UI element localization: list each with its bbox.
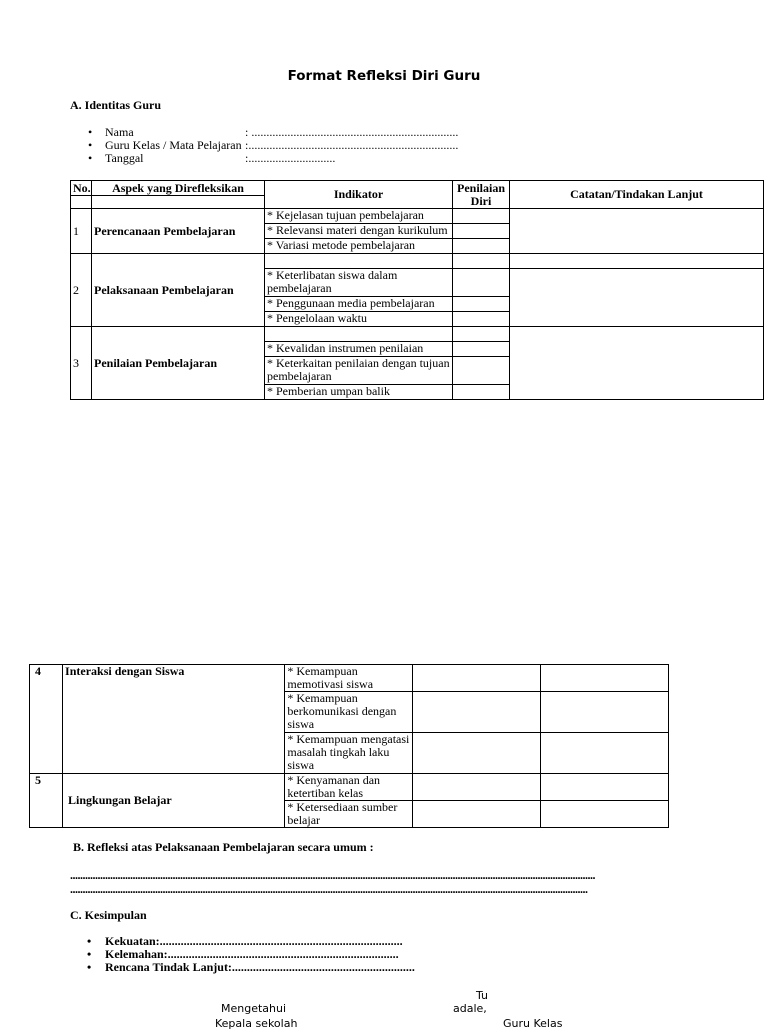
indicator-cell: * Variasi metode pembelajaran xyxy=(265,239,453,254)
penilaian-cell[interactable] xyxy=(453,297,510,312)
bullet-icon: • xyxy=(88,151,93,165)
penilaian-cell[interactable] xyxy=(453,269,510,297)
header-aspek: Aspek yang Direfleksikan xyxy=(92,181,265,196)
indicator-cell: * Relevansi materi dengan kurikulum xyxy=(265,224,453,239)
footer-tu: Tu xyxy=(476,989,489,1002)
indicator-cell: * Kenyamanan dan ketertiban kelas xyxy=(285,774,412,801)
row-2-aspek: Pelaksanaan Pembelajaran xyxy=(92,254,265,327)
indicator-cell: * Pengelolaan waktu xyxy=(265,312,453,327)
nama-field[interactable]: : ..................................................................... xyxy=(245,125,459,139)
row-3-no: 3 xyxy=(71,327,92,400)
indicator-cell: * Keterkaitan penilaian dengan tujuan pembelajaran xyxy=(265,357,453,385)
conclusion-kelemahan[interactable]: • Kelemahan:............................................................................. xyxy=(87,947,399,961)
row-1-no: 1 xyxy=(71,209,92,254)
identity-item-nama: • Nama : ..................................................................... xyxy=(88,125,459,139)
catatan-cell[interactable] xyxy=(540,692,668,733)
footer-kepala-sekolah: Kepala sekolah xyxy=(215,1017,298,1030)
row-2-no: 2 xyxy=(71,254,92,327)
penilaian-cell[interactable] xyxy=(453,327,510,342)
section-b-heading: B. Refleksi atas Pelaksanaan Pembelajaran secara umum : xyxy=(73,840,374,854)
penilaian-cell[interactable] xyxy=(453,342,510,357)
indicator-cell: * Keterlibatan siswa dalam pembelajaran xyxy=(265,269,453,297)
reflection-table-1 xyxy=(70,180,764,400)
identity-item-tanggal: • Tanggal :............................. xyxy=(88,151,336,165)
penilaian-cell[interactable] xyxy=(453,385,510,400)
penilaian-cell[interactable] xyxy=(412,774,540,801)
row-1-aspek: Perencanaan Pembelajaran xyxy=(92,209,265,254)
header-indikator: Indikator xyxy=(265,181,453,209)
penilaian-cell[interactable] xyxy=(453,357,510,385)
header-catatan: Catatan/Tindakan Lanjut xyxy=(510,181,764,209)
row-4-aspek: Interaksi dengan Siswa xyxy=(63,665,285,774)
indicator-cell: * Kevalidan instrumen penilaian xyxy=(265,342,453,357)
footer-guru-kelas: Guru Kelas xyxy=(503,1017,563,1030)
conclusion-kekuatan[interactable]: • Kekuatan:................................................................................. xyxy=(87,934,403,948)
row-5-no: 5 xyxy=(30,774,63,828)
row-4-no: 4 xyxy=(30,665,63,774)
penilaian-cell[interactable] xyxy=(453,239,510,254)
bullet-icon: • xyxy=(87,934,92,948)
penilaian-cell[interactable] xyxy=(453,224,510,239)
penilaian-cell[interactable] xyxy=(412,733,540,774)
catatan-cell[interactable] xyxy=(510,269,764,327)
guru-kelas-field[interactable]: :...................................................................... xyxy=(245,138,459,152)
identity-item-guru: • Guru Kelas / Mata Pelajaran :...................................................................... xyxy=(88,138,459,152)
indicator-cell: * Kemampuan berkomunikasi dengan siswa xyxy=(285,692,412,733)
catatan-cell[interactable] xyxy=(540,774,668,801)
penilaian-cell[interactable] xyxy=(453,312,510,327)
identity-list xyxy=(88,126,508,165)
section-a-heading: A. Identitas Guru xyxy=(70,98,162,112)
penilaian-cell[interactable] xyxy=(453,209,510,224)
catatan-cell[interactable] xyxy=(510,327,764,400)
page-title: Format Refleksi Diri Guru xyxy=(287,68,481,84)
indicator-cell: * Pemberian umpan balik xyxy=(265,385,453,400)
footer-adale: adale, xyxy=(453,1002,487,1015)
penilaian-cell[interactable] xyxy=(453,254,510,269)
indicator-cell: * Kejelasan tujuan pembelajaran xyxy=(265,209,453,224)
conclusion-rencana[interactable]: • Rencana Tindak Lanjut:............................................................. xyxy=(87,960,415,974)
catatan-cell[interactable] xyxy=(540,665,668,692)
bullet-icon: • xyxy=(87,947,92,961)
catatan-cell[interactable] xyxy=(510,209,764,254)
indicator-cell: * Kemampuan memotivasi siswa xyxy=(285,665,412,692)
reflection-table-2 xyxy=(29,664,669,828)
tanggal-field[interactable]: :............................. xyxy=(245,151,336,165)
indicator-cell: * Ketersediaan sumber belajar xyxy=(285,801,412,828)
indicator-cell: * Penggunaan media pembelajaran xyxy=(265,297,453,312)
penilaian-cell[interactable] xyxy=(412,665,540,692)
header-penilaian: Penilaian Diri xyxy=(453,181,510,209)
row-3-aspek: Penilaian Pembelajaran xyxy=(92,327,265,400)
indicator-cell: * Kemampuan mengatasi masalah tingkah laku siswa xyxy=(285,733,412,774)
bullet-icon: • xyxy=(88,138,93,152)
catatan-cell[interactable] xyxy=(540,801,668,828)
footer-mengetahui: Mengetahui xyxy=(221,1002,287,1015)
row-5-aspek: Lingkungan Belajar xyxy=(63,774,285,828)
bullet-icon: • xyxy=(87,960,92,974)
section-c-heading: C. Kesimpulan xyxy=(70,908,147,922)
reflection-line-2[interactable]: ............................................................................................................................................................................................................... xyxy=(70,882,588,896)
catatan-cell[interactable] xyxy=(510,254,764,269)
reflection-line-1[interactable]: .................................................................................................................................................................................................................. xyxy=(70,868,595,882)
catatan-cell[interactable] xyxy=(540,733,668,774)
penilaian-cell[interactable] xyxy=(412,692,540,733)
bullet-icon: • xyxy=(88,125,93,139)
header-no: No. xyxy=(71,181,92,196)
conclusion-list xyxy=(87,935,507,974)
penilaian-cell[interactable] xyxy=(412,801,540,828)
